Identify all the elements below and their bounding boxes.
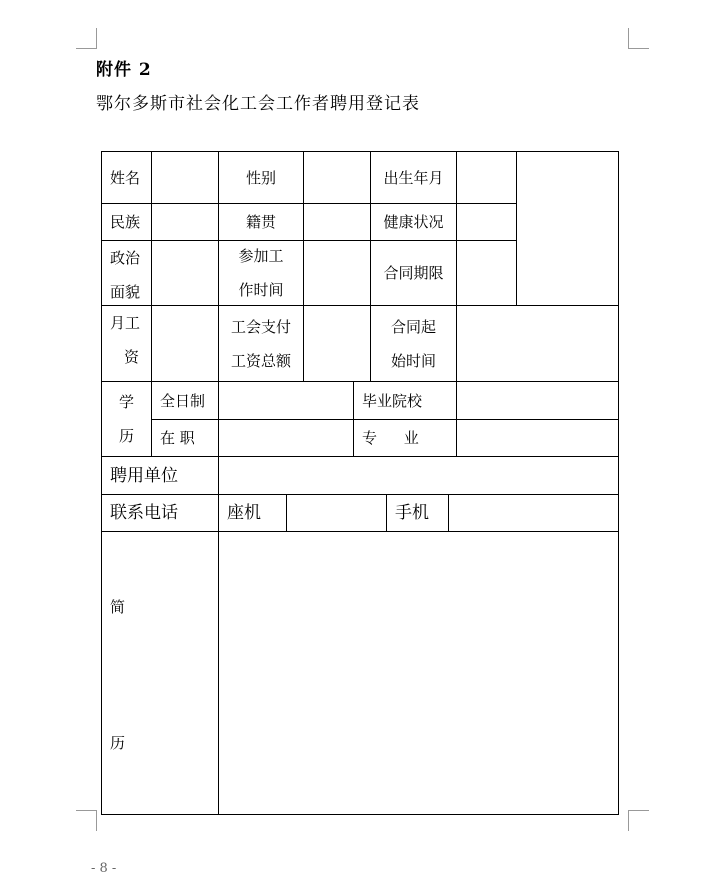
education-label: 学 历 xyxy=(101,381,152,457)
political-field[interactable] xyxy=(151,240,219,306)
major-label: 专 业 xyxy=(353,419,457,457)
onjob-label: 在 职 xyxy=(151,419,219,457)
gender-field[interactable] xyxy=(303,151,371,204)
name-field[interactable] xyxy=(151,151,219,204)
major-field[interactable] xyxy=(456,419,619,457)
contract-period-label: 合同期限 xyxy=(370,240,457,306)
native-place-label: 籍贯 xyxy=(218,203,304,241)
monthly-wage-field[interactable] xyxy=(151,305,219,382)
crop-mark-bottom-right xyxy=(628,810,649,831)
resume-label: 简 历 xyxy=(101,531,219,815)
fulltime-field[interactable] xyxy=(218,381,354,420)
contract-period-field[interactable] xyxy=(456,240,517,306)
form-title: 鄂尔多斯市社会化工会工作者聘用登记表 xyxy=(96,94,420,114)
mobile-label: 手机 xyxy=(386,494,449,532)
union-wage-field[interactable] xyxy=(303,305,371,382)
mobile-field[interactable] xyxy=(448,494,619,532)
crop-mark-top-left xyxy=(76,28,97,49)
crop-mark-bottom-left xyxy=(76,810,97,831)
name-label: 姓名 xyxy=(101,151,152,204)
contract-start-label: 合同起 始时间 xyxy=(370,305,457,382)
employer-field[interactable] xyxy=(218,456,619,495)
birth-field[interactable] xyxy=(456,151,517,204)
gender-label: 性别 xyxy=(218,151,304,204)
landline-field[interactable] xyxy=(286,494,387,532)
page-number: - 8 - xyxy=(91,861,117,876)
crop-mark-top-right xyxy=(628,28,649,49)
resume-field[interactable] xyxy=(218,531,619,815)
monthly-wage-label: 月工 资 xyxy=(101,305,152,382)
health-field[interactable] xyxy=(456,203,517,241)
registration-form xyxy=(101,151,619,815)
political-label: 政治 面貌 xyxy=(101,240,152,306)
employer-label: 聘用单位 xyxy=(101,456,219,495)
photo-box[interactable] xyxy=(516,151,619,306)
work-start-field[interactable] xyxy=(303,240,371,306)
native-place-field[interactable] xyxy=(303,203,371,241)
ethnicity-label: 民族 xyxy=(101,203,152,241)
graduated-school-field[interactable] xyxy=(456,381,619,420)
contract-start-field[interactable] xyxy=(456,305,619,382)
ethnicity-field[interactable] xyxy=(151,203,219,241)
birth-label: 出生年月 xyxy=(370,151,457,204)
landline-label: 座机 xyxy=(218,494,287,532)
onjob-field[interactable] xyxy=(218,419,354,457)
graduated-school-label: 毕业院校 xyxy=(353,381,457,420)
health-label: 健康状况 xyxy=(370,203,457,241)
phone-label: 联系电话 xyxy=(101,494,219,532)
fulltime-label: 全日制 xyxy=(151,381,219,420)
union-wage-label: 工会支付 工资总额 xyxy=(218,305,304,382)
work-start-label: 参加工 作时间 xyxy=(218,240,304,306)
attachment-label: 附件 2 xyxy=(96,60,152,80)
